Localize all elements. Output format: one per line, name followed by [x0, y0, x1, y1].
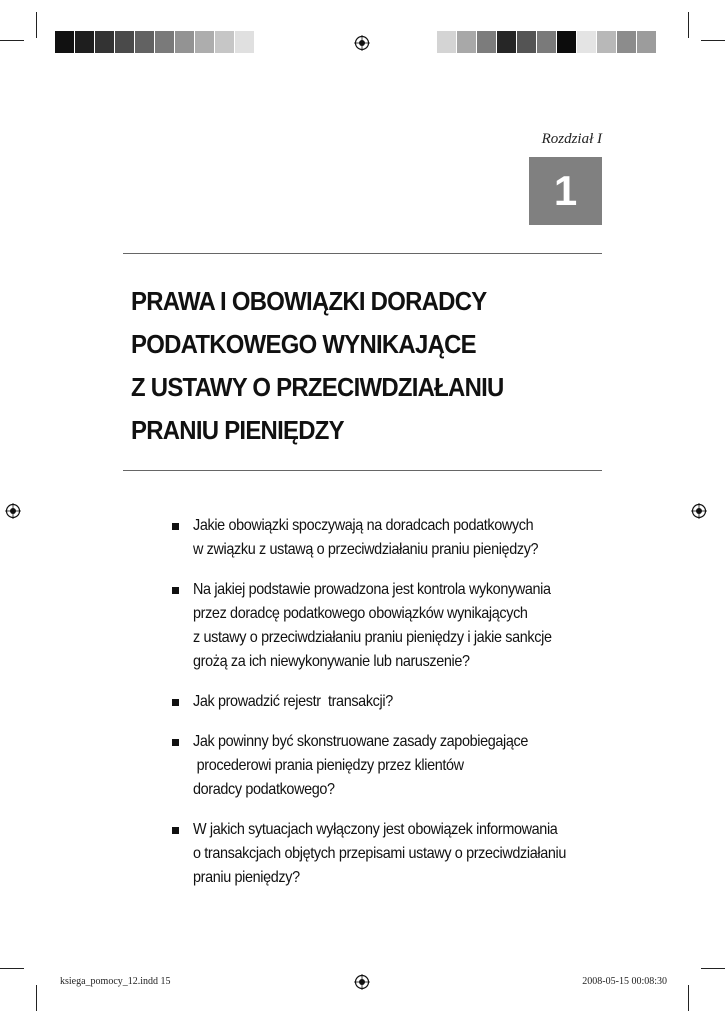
color-swatch: [175, 31, 195, 53]
color-swatch: [537, 31, 557, 53]
question-text-line: procederowi prania pieniędzy przez klientów: [193, 757, 464, 774]
color-swatch: [437, 31, 457, 53]
question-text-line: Jak powinny być skonstruowane zasady zapobiegające: [193, 733, 529, 750]
color-swatch: [457, 31, 477, 53]
divider-top: [123, 253, 602, 254]
registration-mark-top-icon: [354, 35, 370, 51]
question-text-line: doradcy podatkowego?: [193, 781, 335, 798]
chapter-title: [131, 280, 554, 452]
registration-mark-right-icon: [691, 503, 707, 519]
title-line: Z USTAWY O PRZECIWDZIAŁANIU: [131, 372, 504, 402]
question-text-line: przez doradcę podatkowego obowiązków wynikających: [193, 605, 528, 622]
color-swatch: [477, 31, 497, 53]
question-text-line: w związku z ustawą o przeciwdziałaniu praniu pieniędzy?: [193, 541, 539, 558]
title-line: PRAWA I OBOWIĄZKI DORADCY: [131, 286, 487, 316]
color-swatch: [215, 31, 235, 53]
square-bullet-icon: [172, 827, 179, 834]
question-text-line: o transakcjach objętych przepisami ustawy o przeciwdziałaniu: [193, 845, 566, 862]
list-item: [170, 514, 610, 562]
question-text-line: W jakich sytuacjach wyłączony jest obowiązek informowania: [193, 821, 558, 838]
color-swatch: [577, 31, 597, 53]
registration-mark-left-icon: [5, 503, 21, 519]
color-swatch: [557, 31, 577, 53]
chapter-label: Rozdział I: [541, 131, 602, 147]
footer-filename: ksiega_pomocy_12.indd 15: [60, 976, 171, 987]
color-swatch: [497, 31, 517, 53]
color-bar-right: [437, 31, 657, 53]
square-bullet-icon: [172, 523, 179, 530]
color-swatch: [637, 31, 657, 53]
list-item: [170, 730, 610, 802]
list-item: [170, 578, 610, 674]
divider-bottom: [123, 470, 602, 471]
color-swatch: [115, 31, 135, 53]
color-swatch: [75, 31, 95, 53]
question-text-line: Jakie obowiązki spoczywają na doradcach podatkowych: [193, 517, 534, 534]
color-swatch: [55, 31, 75, 53]
color-swatch: [617, 31, 637, 53]
question-text-line: praniu pieniędzy?: [193, 869, 300, 886]
color-swatch: [135, 31, 155, 53]
color-swatch: [195, 31, 215, 53]
color-swatch: [235, 31, 255, 53]
square-bullet-icon: [172, 587, 179, 594]
color-swatch: [95, 31, 115, 53]
footer-timestamp: 2008-05-15 00:08:30: [582, 976, 667, 987]
square-bullet-icon: [172, 699, 179, 706]
list-item: [170, 818, 610, 890]
color-bar-left: [55, 31, 255, 53]
question-text-line: Jak prowadzić rejestr transakcji?: [193, 693, 393, 710]
color-swatch: [517, 31, 537, 53]
question-text-line: Na jakiej podstawie prowadzona jest kontrola wykonywania: [193, 581, 551, 598]
title-line: PODATKOWEGO WYNIKAJĄCE: [131, 329, 476, 359]
chapter-number-box: 1: [529, 157, 602, 225]
registration-mark-bottom-icon: [354, 974, 370, 990]
title-line: PRANIU PIENIĘDZY: [131, 415, 344, 445]
square-bullet-icon: [172, 739, 179, 746]
question-text-line: grożą za ich niewykonywanie lub naruszenie?: [193, 653, 470, 670]
color-swatch: [155, 31, 175, 53]
question-text-line: z ustawy o przeciwdziałaniu praniu pieniędzy i jakie sankcje: [193, 629, 552, 646]
question-list: [170, 514, 610, 906]
list-item: [170, 690, 610, 714]
color-swatch: [597, 31, 617, 53]
